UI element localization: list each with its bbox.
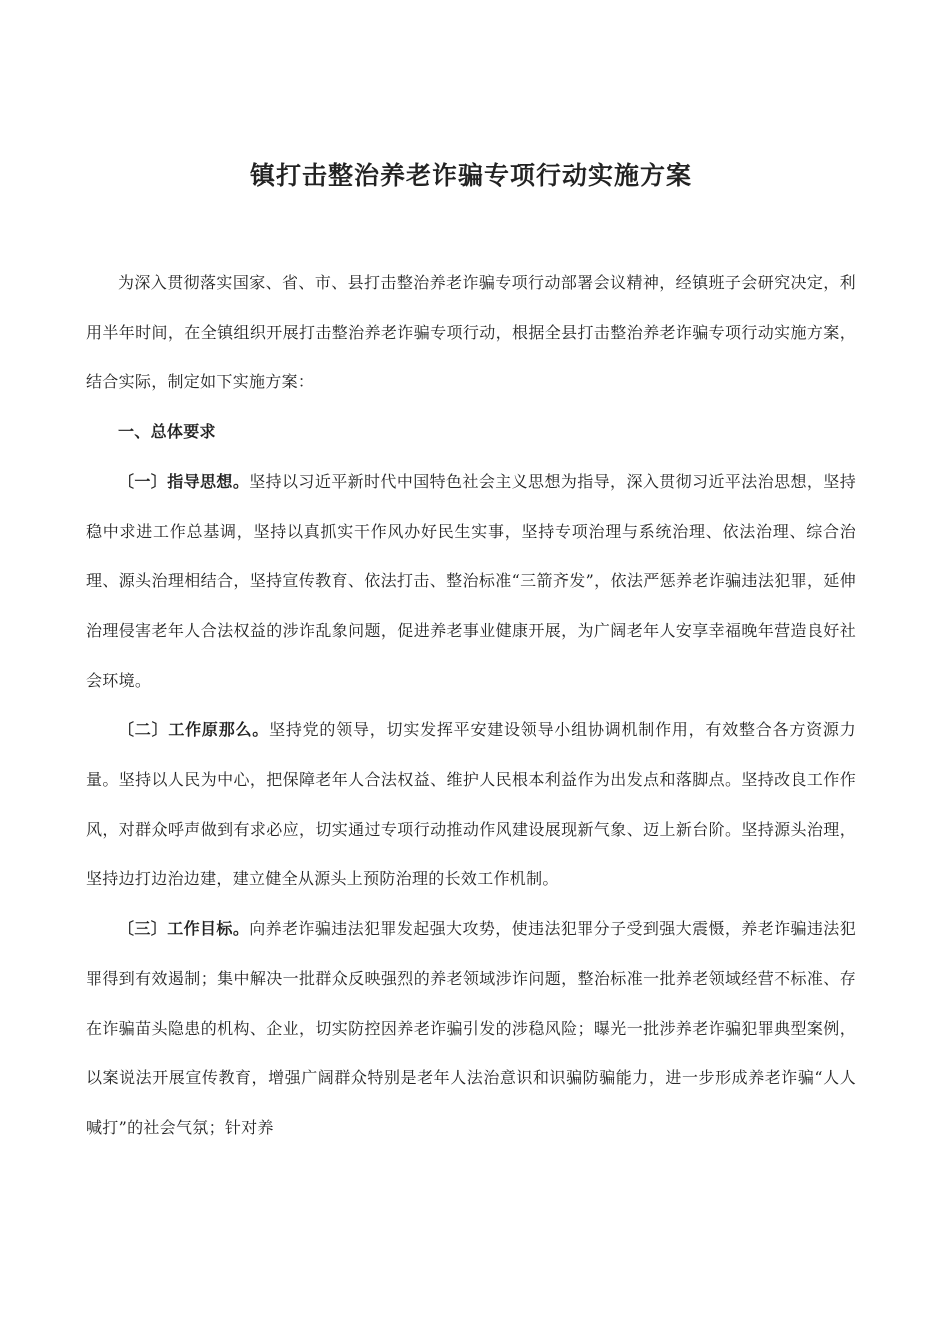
item-guiding-ideology <box>86 457 856 706</box>
item-lead: 〔三〕工作目标。 <box>118 919 250 939</box>
item-working-goals <box>86 904 856 1153</box>
item-lead: 〔二〕工作原那么。 <box>118 720 270 740</box>
intro-paragraph: 为深入贯彻落实国家、省、市、县打击整治养老诈骗专项行动部署会议精神，经镇班子会研究决定，利用半年时间，在全镇组织开展打击整治养老诈骗专项行动，根据全县打击整治养老诈骗专项行动实施方案，结合实际，制定如下实施方案： <box>86 273 856 392</box>
item-text: 向养老诈骗违法犯罪发起强大攻势，使违法犯罪分子受到强大震慑，养老诈骗违法犯罪得到有效遏制；集中解决一批群众反映强烈的养老领域涉诈问题，整治标准一批养老领域经营不标准、存在诈骗苗头隐患的机构、企业，切实防控因养老诈骗引发的涉稳风险；曝光一批涉养老诈骗犯罪典型案例，以案说法开展宣传教育，增强广阔群众特别是老年人法治意识和识骗防骗能力，进一步形成养老诈骗“人人喊打”的社会气氛；针对养 <box>86 919 856 1137</box>
section-heading-general-requirements: 一、总体要求 <box>118 422 216 442</box>
document-page <box>86 150 856 1153</box>
item-lead: 〔一〕指导思想。 <box>118 471 250 491</box>
item-text: 坚持以习近平新时代中国特色社会主义思想为指导，深入贯彻习近平法治思想，坚持稳中求进工作总基调，坚持以真抓实干作风办好民生实事，坚持专项治理与系统治理、依法治理、综合治理、源头治理相结合，坚持宣传教育、依法打击、整治标准“三箭齐发”，依法严惩养老诈骗违法犯罪，延伸治理侵害老年人合法权益的涉诈乱象问题，促进养老事业健康开展，为广阔老年人安享幸福晚年营造良好社会环境。 <box>86 471 856 690</box>
item-text: 坚持党的领导，切实发挥平安建设领导小组协调机制作用，有效整合各方资源力量。坚持以人民为中心，把保障老年人合法权益、维护人民根本利益作为出发点和落脚点。坚持改良工作作风，对群众呼声做到有求必应，切实通过专项行动推动作风建设展现新气象、迈上新台阶。坚持源头治理，坚持边打边治边建，建立健全从源头上预防治理的长效工作机制。 <box>86 720 856 889</box>
item-working-principles <box>86 705 856 904</box>
document-title: 镇打击整治养老诈骗专项行动实施方案 <box>249 161 692 190</box>
